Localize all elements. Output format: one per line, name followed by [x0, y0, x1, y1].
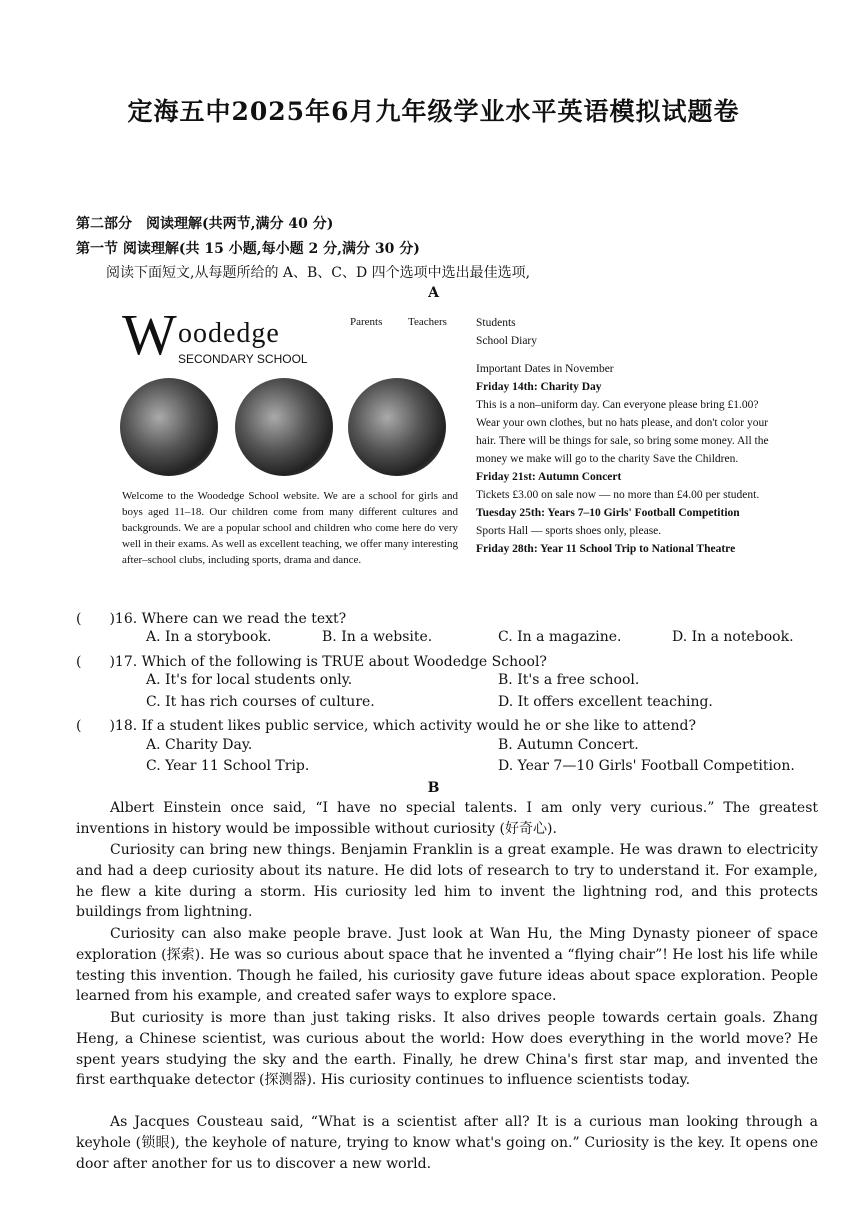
- q17-option-d: D. It offers excellent teaching.: [498, 694, 713, 710]
- q18-option-a: A. Charity Day.: [146, 737, 253, 753]
- event-3-title: Tuesday 25th: Years 7–10 Girls' Football Competition: [476, 507, 740, 519]
- event-1-title: Friday 14th: Charity Day: [476, 381, 602, 393]
- question-17-stem: ( )17. Which of the following is TRUE about Woodedge School?: [76, 654, 547, 670]
- q18-option-c: C. Year 11 School Trip.: [146, 758, 310, 774]
- q16-option-a: A. In a storybook.: [146, 629, 272, 645]
- logo-letter: W: [122, 302, 177, 367]
- section-heading: 第一节 阅读理解(共 15 小题,每小题 2 分,满分 30 分): [76, 241, 420, 257]
- nav-teachers: Teachers: [408, 316, 447, 328]
- q16-option-c: C. In a magazine.: [498, 629, 622, 645]
- event-1-text: This is a non–uniform day. Can everyone please bring £1.00? Wear your own clothes, but no hats please, and don't color your hair. There will be things for sale, so bring some money. All the money we make will go to the charity Save the Children.: [476, 399, 769, 465]
- passage-b-label: B: [427, 780, 440, 796]
- q18-option-b: B. Autumn Concert.: [498, 737, 639, 753]
- question-16-stem: ( )16. Where can we read the text?: [76, 611, 347, 627]
- q16-option-d: D. In a notebook.: [672, 629, 794, 645]
- photo-strip: [118, 374, 454, 484]
- event-3-text: Sports Hall — sports shoes only, please.: [476, 525, 662, 537]
- exam-title: 定海五中2025年6月九年级学业水平英语模拟试题卷: [127, 97, 740, 126]
- question-18-stem: ( )18. If a student likes public service, which activity would he or she like to attend?: [76, 718, 696, 734]
- passage-b-paragraph-2: Curiosity can bring new things. Benjamin Franklin is a great example. He was drawn to electricity and had a deep curiosity about its nature. He did lots of research to try to understand it. For example, he flew a kite during a storm. His curiosity led him to invent the lightning rod, and this protects buildings from lightning.: [76, 842, 818, 921]
- nav-parents: Parents: [350, 316, 383, 328]
- q18-option-d: D. Year 7—10 Girls' Football Competition.: [498, 758, 795, 774]
- nav-school-diary: School Diary: [476, 335, 538, 347]
- passage-b-paragraph-4: But curiosity is more than just taking risks. It also drives people towards certain goals. Zhang Heng, a Chinese scientist, was curious about the world: How does everything in the world move? He spent years studying the sky and the earth. Finally, he drew China's first star map, and invented the first earthquake detector (探测器). His curiosity continues to influence scientists today.: [76, 1010, 818, 1089]
- diary-heading: Important Dates in November: [476, 363, 614, 375]
- passage-b-paragraph-5: As Jacques Cousteau said, “What is a scientist after all? It is a curious man looking through a keyhole (锁眼), the keyhole of nature, trying to know what's going on.” Curiosity is the key. It opens one door after another for us to discover a new world.: [76, 1114, 818, 1172]
- q17-option-b: B. It's a free school.: [498, 672, 640, 688]
- part-heading: 第二部分 阅读理解(共两节,满分 40 分): [76, 216, 334, 232]
- event-2-title: Friday 21st: Autumn Concert: [476, 471, 622, 483]
- q16-option-b: B. In a website.: [322, 629, 433, 645]
- school-website-ad: [118, 302, 778, 600]
- event-4-title: Friday 28th: Year 11 School Trip to National Theatre: [476, 543, 736, 555]
- logo-name: oodedge: [178, 318, 280, 349]
- photo-2: [235, 378, 333, 476]
- school-diary: [476, 314, 776, 558]
- instruction: 阅读下面短文,从每题所给的 A、B、C、D 四个选项中选出最佳选项,: [106, 265, 531, 281]
- passage-a-label: A: [428, 285, 439, 301]
- q17-option-a: A. It's for local students only.: [146, 672, 353, 688]
- q17-option-c: C. It has rich courses of culture.: [146, 694, 375, 710]
- welcome-text: Welcome to the Woodedge School website. We are a school for girls and boys aged 11–18. Our children come from many different cultures and backgrounds. We are a popular school and children who come here do very well in their exams. As well as excellent teaching, we offer many interesting after–school clubs, including sports, drama and dance.: [122, 490, 458, 566]
- passage-b-paragraph-3: Curiosity can also make people brave. Just look at Wan Hu, the Ming Dynasty pioneer of space exploration (探索). He was so curious about space that he invented a “flying chair”! He lost his life while testing this invention. Though he failed, his curiosity gave future ideas about space exploration. People learned from his example, and created safer ways to explore space.: [76, 926, 818, 1005]
- logo-subtitle: SECONDARY SCHOOL: [178, 352, 308, 366]
- nav-students: Students: [476, 317, 516, 329]
- event-2-text: Tickets £3.00 on sale now — no more than £4.00 per student.: [476, 489, 760, 501]
- photo-1: [120, 378, 218, 476]
- passage-b-paragraph-1: Albert Einstein once said, “I have no special talents. I am only very curious.” The greatest inventions in history would be impossible without curiosity (好奇心).: [76, 800, 818, 837]
- photo-3: [348, 378, 446, 476]
